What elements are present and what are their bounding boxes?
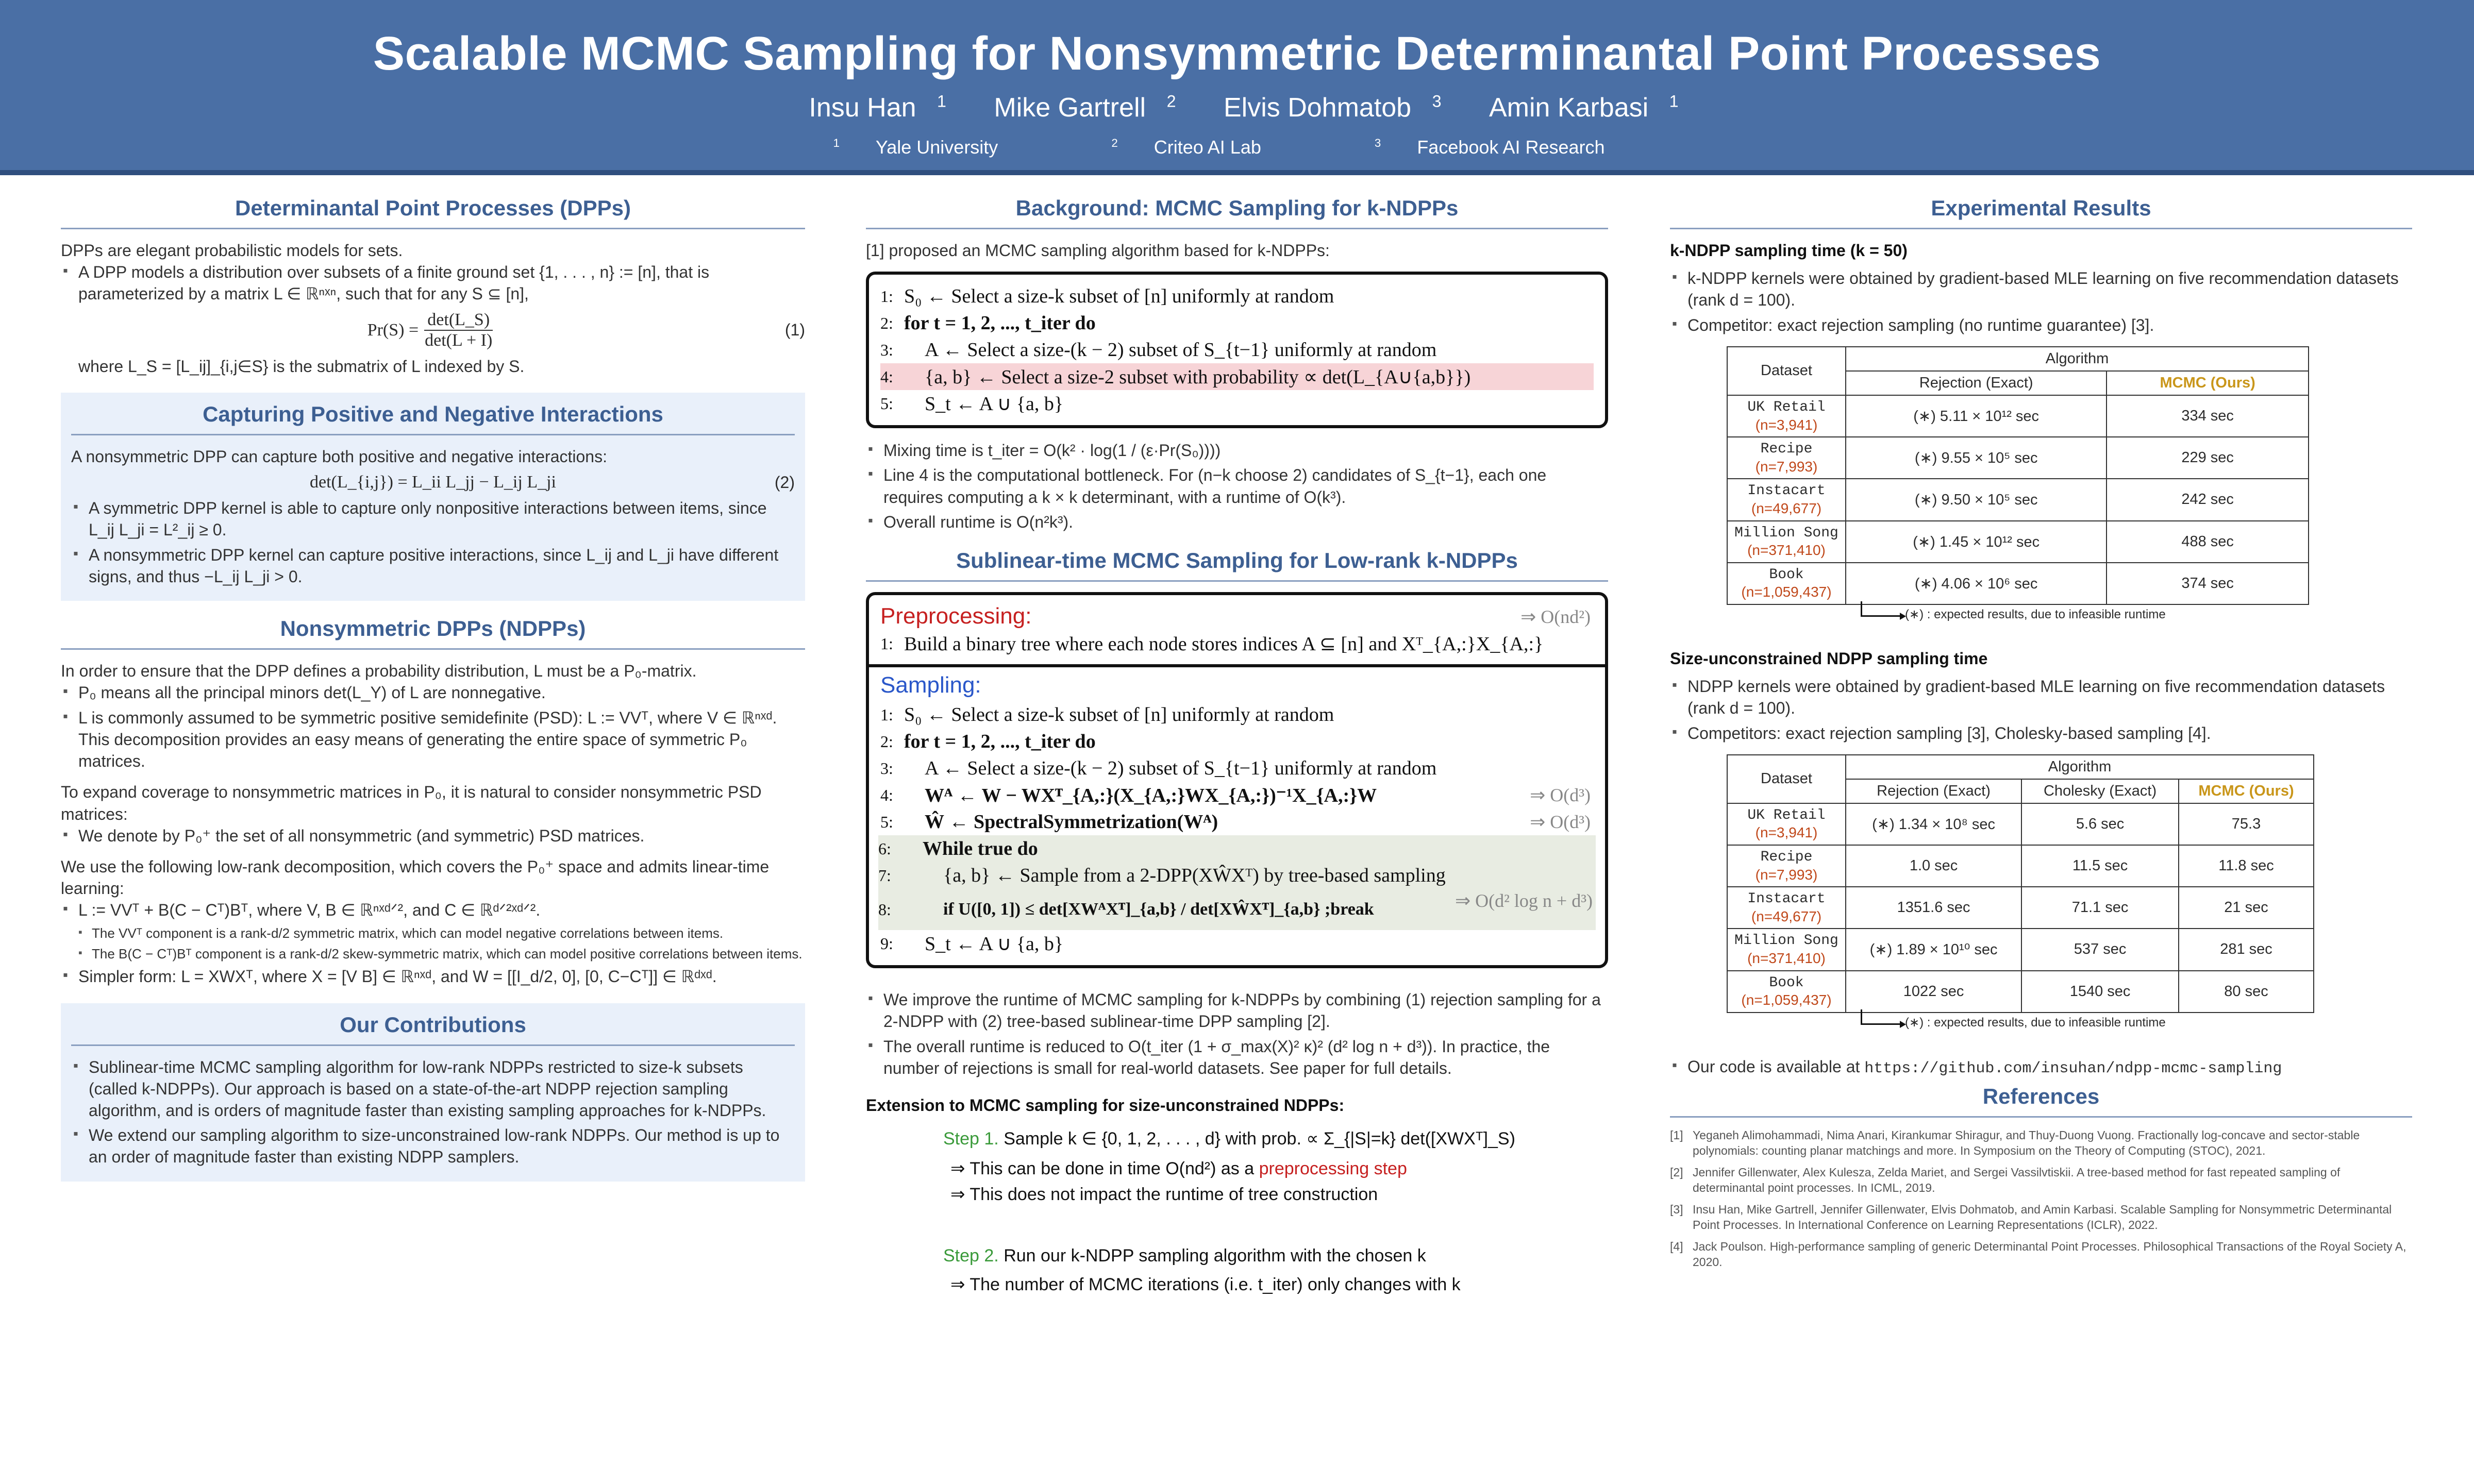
line-text: S₀ ← Select a size-k subset of [n] uniformly at random <box>904 285 1334 308</box>
dataset-size: (n=1,059,437) <box>1741 584 1832 600</box>
line-number: 1: <box>880 286 893 306</box>
ndpp-bullet: ▪ L is commonly assumed to be symmetric positive semidefinite (PSD): L := VVᵀ, where V ∈ ℝⁿˣᵈ. This decomposition provides an easy means of generating the entire space of symmetric P₀ matrices. <box>61 707 805 772</box>
dataset-size: (n=49,677) <box>1751 500 1822 516</box>
section-title-sublinear: Sublinear-time MCMC Sampling for Low-rank k-NDPPs <box>866 548 1608 582</box>
step-1-note-a-text: ⇒ This can be done in time O(nd²) as a <box>950 1159 1255 1179</box>
th-cholesky: Cholesky (Exact) <box>2021 779 2179 803</box>
capture-box <box>61 393 805 601</box>
ndpp-bullets-1 <box>61 682 805 772</box>
table1-bullet: ▪ Competitor: exact rejection sampling (no runtime guarantee) [3]. <box>1670 314 2412 336</box>
ndpp-bullet: ▪ Simpler form: L = XWXᵀ, where X = [V B] ∈ ℝⁿˣᵈ, and W = [[I_d/2, 0], [0, C−Cᵀ]] ∈ ℝᵈˣᵈ. <box>61 966 805 987</box>
reference-text: Yeganeh Alimohammadi, Nima Anari, Kirankumar Shiragur, and Thuy-Duong Vuong. Fractionally log-concave and sector-stable polynomials: counting planar matchings and more. In Symposium on the Theory of Computing (STOC), 2021. <box>1693 1128 2360 1158</box>
table2-wrap <box>1727 754 2412 1030</box>
table-row <box>1727 803 2314 845</box>
footnote-arrow-icon <box>1861 1009 1902 1025</box>
dataset-cell <box>1727 395 1846 437</box>
contributions-box <box>61 1003 805 1182</box>
background-bullet: ▪ Mixing time is t_iter = O(k² · log(1 / (ε·Pr(S₀)))) <box>866 440 1608 461</box>
line-cost: ⇒ O(d³) <box>1530 812 1591 833</box>
ndpp-bullets-2 <box>61 825 805 847</box>
cholesky-cell: 5.6 sec <box>2021 803 2179 845</box>
ndpp-para3: We use the following low-rank decomposition, which covers the P₀⁺ space and admits linear-time learning: <box>61 857 770 898</box>
footnote-text: (∗) : expected results, due to infeasible runtime <box>1905 607 2166 621</box>
step-1-note-b: ⇒ This does not impact the runtime of tree construction <box>950 1185 1378 1205</box>
sublinear-bullets <box>866 989 1608 1079</box>
dataset-size: (n=3,941) <box>1755 824 1818 841</box>
reference-number: [3] <box>1670 1202 1683 1216</box>
table2 <box>1727 754 2314 1013</box>
th-rejection: Rejection (Exact) <box>1846 371 2107 395</box>
dataset-name: UK Retail <box>1747 399 1826 415</box>
line-text: S_t ← A ∪ {a, b} <box>925 393 1064 415</box>
mcmc-cell: 334 sec <box>2107 395 2309 437</box>
section-title-contributions: Our Contributions <box>71 1013 795 1046</box>
algo-line <box>880 782 1594 808</box>
ndpp-bullets-4 <box>61 966 805 987</box>
references-list <box>1670 1128 2412 1270</box>
sublinear-bullet: ▪ We improve the runtime of MCMC sampling for k-NDPPs by combining (1) rejection sampling for a 2-NDPP with (2) tree-based sublinear-time DPP sampling [2]. <box>866 989 1608 1032</box>
contrib-bullets <box>71 1056 795 1168</box>
poster-header <box>0 0 2474 175</box>
algo-line <box>878 835 1596 862</box>
algo-line <box>880 390 1594 417</box>
dataset-cell <box>1727 437 1846 479</box>
mcmc-cell: 488 sec <box>2107 521 2309 563</box>
capture-bullets <box>71 497 795 587</box>
dataset-cell <box>1727 971 1846 1013</box>
cholesky-cell: 537 sec <box>2021 929 2179 970</box>
dataset-cell <box>1727 563 1846 604</box>
step-1 <box>943 1128 1608 1149</box>
table1 <box>1727 346 2309 605</box>
code-bullets <box>1670 1056 2412 1080</box>
affiliation: $^2$ Criteo AI Lab <box>1111 137 1261 158</box>
dpp-bullets <box>61 261 805 305</box>
line-number: 4: <box>880 367 893 386</box>
mcmc-cell: 281 sec <box>2179 929 2314 970</box>
line-text: for t = 1, 2, ..., t_iter do <box>904 312 1096 334</box>
step-2 <box>943 1246 1608 1266</box>
dataset-name: Recipe <box>1760 849 1813 865</box>
sublinear-bullet: ▪ The overall runtime is reduced to O(t_iter (1 + σ_max(X)² κ)² (d² log n + d³)). In practice, the number of rejections is small for real-world datasets. See paper for full details. <box>866 1036 1608 1079</box>
cholesky-cell: 71.1 sec <box>2021 887 2179 929</box>
section-title-references: References <box>1670 1084 2412 1118</box>
step-1-label: Step 1. <box>943 1129 999 1149</box>
line-text: Wᴬ ← W − WXᵀ_{A,:}(X_{A,:}WX_{A,:})⁻¹X_{A,:}W <box>925 784 1377 806</box>
mcmc-cell: 374 sec <box>2107 563 2309 604</box>
reference-number: [1] <box>1670 1128 1683 1142</box>
table2-heading: Size-unconstrained NDPP sampling time <box>1670 649 1988 668</box>
th-dataset: Dataset <box>1727 347 1846 395</box>
line-number: 7: <box>878 866 891 885</box>
rejection-cell: 1351.6 sec <box>1846 887 2021 929</box>
rejection-cell: (∗) 1.45 × 10¹² sec <box>1846 521 2107 563</box>
sublinear-algorithm <box>866 592 1608 968</box>
algo-line <box>880 755 1594 782</box>
th-rejection: Rejection (Exact) <box>1846 779 2021 803</box>
line-text: {a, b} ← Sample from a 2-DPP(XŴXᵀ) by tree-based sampling <box>943 865 1446 887</box>
line-number: 2: <box>880 732 893 751</box>
reference-item <box>1670 1165 2412 1196</box>
table1-bullet: ▪ k-NDPP kernels were obtained by gradient-based MLE learning on five recommendation datasets (rank d = 100). <box>1670 267 2412 311</box>
background-bullet: ▪ Overall runtime is O(n²k³). <box>866 511 1608 533</box>
ndpp-sub-bullet: ▪ The B(C − Cᵀ)Bᵀ component is a rank-d/2 skew-symmetric matrix, which can model positive correlations between items. <box>61 945 805 963</box>
affiliation-list <box>0 137 2474 158</box>
dataset-name: Instacart <box>1747 483 1826 499</box>
line-text: A ← Select a size-(k − 2) subset of S_{t−1} uniformly at random <box>925 339 1437 361</box>
rejection-cell: (∗) 1.89 × 10¹⁰ sec <box>1846 929 2021 970</box>
algo-line <box>880 701 1594 728</box>
table2-footnote <box>1861 1015 2412 1030</box>
cholesky-cell: 11.5 sec <box>2021 845 2179 887</box>
capture-bullet: ▪ A symmetric DPP kernel is able to capture only nonpositive interactions between items, since L_ij L_ji = L²_ij ≥ 0. <box>71 497 795 541</box>
author: Insu Han $^1$ <box>809 92 946 123</box>
dataset-size: (n=7,993) <box>1755 458 1818 475</box>
ndpp-bullets-3 <box>61 899 805 921</box>
mcmc-cell: 229 sec <box>2107 437 2309 479</box>
extension-steps <box>866 1128 1608 1295</box>
mcmc-cell: 21 sec <box>2179 887 2314 929</box>
eq1-numerator: det(L_S) <box>424 310 493 331</box>
line-text: Build a binary tree where each node stores indices A ⊆ [n] and Xᵀ_{A,:}X_{A,:} <box>904 633 1544 655</box>
line-number: 2: <box>880 313 893 332</box>
algo-line <box>880 930 1594 957</box>
dataset-name: Book <box>1769 566 1804 583</box>
table2-bullet: ▪ NDPP kernels were obtained by gradient-based MLE learning on five recommendation datasets (rank d = 100). <box>1670 676 2412 719</box>
code-availability <box>1670 1056 2412 1080</box>
line-number: 3: <box>880 340 893 359</box>
eq1-fraction <box>422 310 495 350</box>
background-bullets <box>866 440 1608 533</box>
contrib-bullet: ▪ Sublinear-time MCMC sampling algorithm for low-rank NDPPs restricted to size-k subsets (called k-NDPPs). Our approach is based on a state-of-the-art NDPP rejection sampling algorithm, and is orders of magnitude faster than existing sampling approaches for k-NDPPs. <box>71 1056 795 1122</box>
dataset-name: Instacart <box>1747 891 1826 907</box>
eq2-tag: (2) <box>774 473 795 492</box>
table1-header-row <box>1727 347 2309 371</box>
ndpp-intro: In order to ensure that the DPP defines a probability distribution, L must be a P₀-matrix. <box>61 662 697 681</box>
ndpp-bullet: ▪ We denote by P₀⁺ the set of all nonsymmetric (and symmetric) PSD matrices. <box>61 825 805 847</box>
algo-line-bottleneck <box>880 363 1594 390</box>
equation-1 <box>61 310 805 350</box>
table-row <box>1727 971 2314 1013</box>
table2-bullet: ▪ Competitors: exact rejection sampling [3], Cholesky-based sampling [4]. <box>1670 722 2412 744</box>
reference-item <box>1670 1128 2412 1159</box>
section-title-results: Experimental Results <box>1670 196 2412 229</box>
line-number: 1: <box>880 705 893 724</box>
reference-text: Insu Han, Mike Gartrell, Jennifer Gillenwater, Elvis Dohmatob, and Amin Karbasi. Scalable Sampling for Nonsymmetric Determinantal Point Processes. In International Conference on Learning Representations (ICLR), 2022. <box>1693 1202 2392 1232</box>
background-algorithm <box>866 272 1608 428</box>
step-1-note-a <box>943 1158 1608 1179</box>
section-title-capture: Capturing Positive and Negative Interactions <box>71 402 795 435</box>
dataset-size: (n=371,410) <box>1747 950 1826 966</box>
section-title-dpp: Determinantal Point Processes (DPPs) <box>61 196 805 229</box>
algo-line <box>878 889 1596 930</box>
dataset-size: (n=7,993) <box>1755 866 1818 883</box>
rejection-cell: (∗) 9.50 × 10⁵ sec <box>1846 479 2107 520</box>
line-text: {a, b} ← Select a size-2 subset with probability ∝ det(L_{A∪{a,b}}) <box>925 366 1471 388</box>
rejection-cell: 1022 sec <box>1846 971 2021 1013</box>
preprocessing-step-highlight: preprocessing step <box>1259 1159 1407 1179</box>
algo-line <box>880 310 1594 336</box>
th-algorithm: Algorithm <box>1846 347 2309 371</box>
preprocessing-header <box>880 603 1594 630</box>
dataset-cell <box>1727 521 1846 563</box>
reference-item <box>1670 1202 2412 1233</box>
dataset-name: Book <box>1769 974 1804 991</box>
eq1-tag: (1) <box>784 321 805 340</box>
line-text: While true do <box>923 838 1038 860</box>
table-row <box>1727 563 2309 604</box>
rejection-cell: (∗) 4.06 × 10⁶ sec <box>1846 563 2107 604</box>
eq1-denominator: det(L + I) <box>425 330 493 350</box>
ndpp-bullet: ▪ P₀ means all the principal minors det(L_Y) of L are nonnegative. <box>61 682 805 703</box>
line-cost: ⇒ O(d³) <box>1530 785 1591 806</box>
author-list <box>0 92 2474 123</box>
line-number: 5: <box>880 394 893 413</box>
rejection-cell: (∗) 5.11 × 10¹² sec <box>1846 395 2107 437</box>
left-column <box>61 196 805 1453</box>
th-mcmc: MCMC (Ours) <box>2107 371 2309 395</box>
algo-line <box>878 862 1596 889</box>
table-row <box>1727 887 2314 929</box>
dataset-size: (n=371,410) <box>1747 542 1826 559</box>
line-number: 4: <box>880 785 893 804</box>
reference-text: Jennifer Gillenwater, Alex Kulesza, Zelda Mariet, and Sergei Vassilvtiskii. A tree-based method for fast repeated sampling of determinantal point processes. In ICML, 2019. <box>1693 1166 2341 1195</box>
dataset-name: Recipe <box>1760 441 1813 458</box>
mcmc-cell: 80 sec <box>2179 971 2314 1013</box>
dataset-size: (n=3,941) <box>1755 416 1818 433</box>
reference-item <box>1670 1239 2412 1270</box>
footnote-arrow-icon <box>1861 601 1902 617</box>
table2-header-row <box>1727 755 2314 779</box>
dpp-intro: DPPs are elegant probabilistic models for sets. <box>61 241 403 260</box>
dataset-size: (n=49,677) <box>1751 908 1822 924</box>
background-bullet: ▪ Line 4 is the computational bottleneck. For (n−k choose 2) candidates of S_{t−1}, each one requires computing a k × k determinant, with a runtime of O(k³). <box>866 464 1608 508</box>
table-row <box>1727 521 2309 563</box>
cholesky-cell: 1540 sec <box>2021 971 2179 1013</box>
line-number: 1: <box>880 634 893 653</box>
background-intro: [1] proposed an MCMC sampling algorithm based for k-NDPPs: <box>866 241 1330 260</box>
dataset-cell <box>1727 887 1846 929</box>
table-row <box>1727 479 2309 520</box>
algo-divider <box>869 664 1605 667</box>
ndpp-sub-bullet: ▪ The VVᵀ component is a rank-d/2 symmetric matrix, which can model negative correlations between items. <box>61 924 805 942</box>
line-number: 9: <box>880 934 893 953</box>
line-text: if U([0, 1]) ≤ det[XWᴬXᵀ]_{a,b} / det[XŴXᵀ]_{a,b} ;break <box>943 900 1374 919</box>
line-number: 5: <box>880 812 893 831</box>
affiliation: $^3$ Facebook AI Research <box>1374 137 1605 158</box>
rejection-loop-highlight <box>878 835 1596 930</box>
dataset-cell <box>1727 479 1846 520</box>
ndpp-bullet: ▪ L := VVᵀ + B(C − Cᵀ)Bᵀ, where V, B ∈ ℝⁿˣᵈᐟ², and C ∈ ℝᵈᐟ²ˣᵈᐟ². <box>61 899 805 921</box>
algo-line <box>880 728 1594 755</box>
ndpp-sub-bullets <box>61 924 805 963</box>
dataset-name: UK Retail <box>1747 807 1826 823</box>
table1-heading: k-NDPP sampling time (k = 50) <box>1670 241 1908 260</box>
sampling-label: Sampling: <box>880 672 981 698</box>
rejection-cell: 1.0 sec <box>1846 845 2021 887</box>
dataset-name: Million Song <box>1734 933 1838 949</box>
line-cost: ⇒ O(d² log n + d³) <box>1455 890 1593 912</box>
line-text: S₀ ← Select a size-k subset of [n] uniformly at random <box>904 704 1334 726</box>
rejection-cell: (∗) 1.34 × 10⁸ sec <box>1846 803 2021 845</box>
mcmc-cell: 11.8 sec <box>2179 845 2314 887</box>
rejection-cell: (∗) 9.55 × 10⁵ sec <box>1846 437 2107 479</box>
table1-footnote <box>1861 607 2412 622</box>
section-title-ndpp: Nonsymmetric DPPs (NDPPs) <box>61 616 805 650</box>
step-2-note: ⇒ The number of MCMC iterations (i.e. t_iter) only changes with k <box>950 1275 1461 1295</box>
line-number: 3: <box>880 758 893 778</box>
step-1-text: Sample k ∈ {0, 1, 2, . . . , d} with prob. ∝ Σ_{|S|=k} det([XWXᵀ]_S) <box>1004 1129 1515 1149</box>
algo-line <box>880 283 1594 310</box>
step-2-text: Run our k-NDPP sampling algorithm with the chosen k <box>1004 1246 1426 1266</box>
capture-intro: A nonsymmetric DPP can capture both positive and negative interactions: <box>71 447 607 466</box>
table-row <box>1727 437 2309 479</box>
middle-column <box>866 196 1608 1453</box>
mcmc-cell: 75.3 <box>2179 803 2314 845</box>
table-row <box>1727 395 2309 437</box>
code-link[interactable]: https://github.com/insuhan/ndpp-mcmc-sampling <box>1864 1059 2282 1077</box>
code-pre-text: Our code is available at <box>1687 1057 1860 1076</box>
preprocessing-cost: ⇒ O(nd²) <box>1520 606 1591 628</box>
dataset-cell <box>1727 845 1846 887</box>
affiliation: $^1$ Yale University <box>833 137 998 158</box>
table-row <box>1727 845 2314 887</box>
table-row <box>1727 929 2314 970</box>
capture-bullet: ▪ A nonsymmetric DPP kernel can capture positive interactions, since L_ij and L_ji have different signs, and thus −L_ij L_ji > 0. <box>71 544 795 587</box>
line-text: S_t ← A ∪ {a, b} <box>925 933 1064 955</box>
line-text: A ← Select a size-(k − 2) subset of S_{t−1} uniformly at random <box>925 757 1437 780</box>
author: Mike Gartrell $^2$ <box>994 92 1176 123</box>
eq2-body: det(L_{i,j}) = L_ii L_jj − L_ij L_ji <box>310 473 556 492</box>
contrib-bullet: ▪ We extend our sampling algorithm to size-unconstrained low-rank NDPPs. Our method is up to an order of magnitude faster than existing NDPP samplers. <box>71 1124 795 1168</box>
dataset-name: Million Song <box>1734 525 1838 541</box>
dpp-bullet: ▪ A DPP models a distribution over subsets of a finite ground set {1, . . . , n} := [n], that is parameterized by a matrix L ∈ ℝⁿˣⁿ, such that for any S ⊆ [n], <box>61 261 805 305</box>
author: Elvis Dohmatob $^3$ <box>1223 92 1442 123</box>
table1-bullets <box>1670 267 2412 336</box>
line-number: 8: <box>878 900 891 919</box>
eq1-lhs: Pr(S) = <box>367 320 419 340</box>
line-text: Ŵ ← SpectralSymmetrization(Wᴬ) <box>925 811 1218 833</box>
dataset-size: (n=1,059,437) <box>1741 992 1832 1008</box>
algo-line <box>880 808 1594 835</box>
th-dataset: Dataset <box>1727 755 1846 803</box>
mcmc-cell: 242 sec <box>2107 479 2309 520</box>
table1-wrap <box>1727 346 2412 622</box>
author: Amin Karbasi $^1$ <box>1489 92 1679 123</box>
step-2-label: Step 2. <box>943 1246 999 1266</box>
footnote-text: (∗) : expected results, due to infeasible runtime <box>1905 1015 2166 1030</box>
equation-2 <box>71 473 795 492</box>
dataset-cell <box>1727 929 1846 970</box>
reference-text: Jack Poulson. High-performance sampling of generic Determinantal Point Processes. Philosophical Transactions of the Royal Society A, 2020. <box>1693 1239 2406 1269</box>
section-title-background: Background: MCMC Sampling for k-NDPPs <box>866 196 1608 229</box>
reference-number: [4] <box>1670 1239 1683 1253</box>
line-text: for t = 1, 2, ..., t_iter do <box>904 731 1096 753</box>
right-column <box>1670 196 2412 1453</box>
algo-line <box>880 630 1594 657</box>
line-number: 6: <box>878 839 891 858</box>
poster-title: Scalable MCMC Sampling for Nonsymmetric Determinantal Point Processes <box>373 27 2101 80</box>
dpp-where: where L_S = [L_ij]_{i,j∈S} is the submatrix of L indexed by S. <box>78 357 525 376</box>
reference-number: [2] <box>1670 1166 1683 1179</box>
th-algorithm: Algorithm <box>1846 755 2314 779</box>
ndpp-para2: To expand coverage to nonsymmetric matrices in P₀, it is natural to consider nonsymmetric PSD matrices: <box>61 783 762 823</box>
th-mcmc: MCMC (Ours) <box>2179 779 2314 803</box>
preprocessing-label: Preprocessing: <box>880 603 1032 629</box>
dataset-cell <box>1727 803 1846 845</box>
table2-bullets <box>1670 676 2412 744</box>
algo-line <box>880 336 1594 363</box>
extension-title: Extension to MCMC sampling for size-unconstrained NDPPs: <box>866 1096 1345 1115</box>
